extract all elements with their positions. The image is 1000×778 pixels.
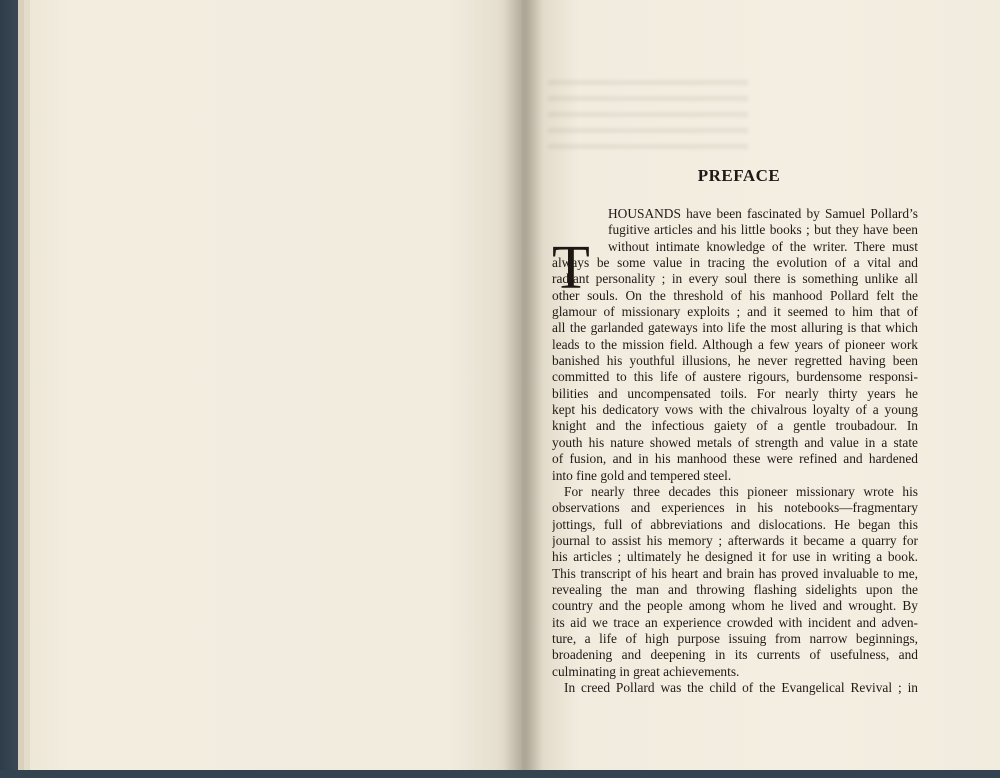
- paragraph-3: [552, 680, 918, 696]
- text-line: banished his youthful illusions, he never regretted having been: [552, 353, 918, 369]
- text-line: fugitive articles and his little books ; but they have been: [608, 222, 918, 238]
- text-line: leads to the mission field. Although a few years of pioneer work: [552, 336, 918, 352]
- text-line: culminating in great achievements.: [552, 663, 740, 679]
- paragraph-2: [552, 484, 918, 680]
- text-line: its aid we trace an experience crowded with incident and adven-: [552, 614, 918, 630]
- text-line: all the garlanded gateways into life the most alluring is that which: [552, 320, 918, 336]
- bleed-through-text: [548, 80, 748, 160]
- text-line: broadening and deepening in its currents of usefulness, and: [552, 647, 918, 663]
- text-line: bilities and uncompensated toils. For nearly thirty years he: [552, 385, 918, 401]
- text-line: journal to assist his memory ; afterwards it became a quarry for: [552, 532, 918, 548]
- text-line: youth his nature showed metals of strength and value in a state: [552, 434, 918, 450]
- text-line: other souls. On the threshold of his manhood Pollard felt the: [552, 287, 918, 303]
- text-line: ture, a life of high purpose issuing from narrow beginnings,: [552, 630, 918, 646]
- preface-body: [552, 206, 918, 696]
- page-heading: PREFACE: [697, 166, 781, 185]
- text-line: HOUSANDS have been fascinated by Samuel Pollard’s: [608, 206, 918, 221]
- text-line: of fusion, and in his manhood these were refined and hardened: [552, 451, 918, 467]
- text-line: into fine gold and tempered steel.: [552, 467, 732, 483]
- preface-text-block: [552, 166, 918, 696]
- paragraph-1: [552, 206, 918, 484]
- text-line: without intimate knowledge of the writer. There must: [608, 238, 918, 254]
- left-page: [30, 0, 522, 770]
- drop-cap: T: [552, 234, 590, 302]
- text-line: committed to this life of austere rigours, burdensome responsi-: [552, 369, 918, 385]
- text-line: radiant personality ; in every soul there is something unlike all: [552, 271, 918, 287]
- text-line: knight and the infectious gaiety of a gentle troubadour. In: [552, 418, 918, 434]
- text-line: jottings, full of abbreviations and dislocations. He began this: [552, 516, 918, 532]
- text-line: always be some value in tracing the evolution of a vital and: [552, 255, 918, 271]
- text-line: glamour of missionary exploits ; and it seemed to him that of: [552, 304, 918, 320]
- text-line: kept his dedicatory vows with the chivalrous loyalty of a young: [552, 402, 918, 418]
- book-cover-edge: [0, 770, 1000, 778]
- text-line: observations and experiences in his notebooks—fragmentary: [552, 500, 918, 516]
- text-line: country and the people among whom he lived and wrought. By: [552, 598, 918, 614]
- text-line: In creed Pollard was the child of the Evangelical Revival ; in: [564, 679, 918, 695]
- text-line: his articles ; ultimately he designed it for use in writing a book.: [552, 549, 918, 565]
- text-line: revealing the man and throwing flashing sidelights upon the: [552, 581, 918, 597]
- text-line: For nearly three decades this pioneer missionary wrote his: [564, 483, 918, 499]
- text-line: This transcript of his heart and brain has proved invaluable to me,: [552, 565, 918, 581]
